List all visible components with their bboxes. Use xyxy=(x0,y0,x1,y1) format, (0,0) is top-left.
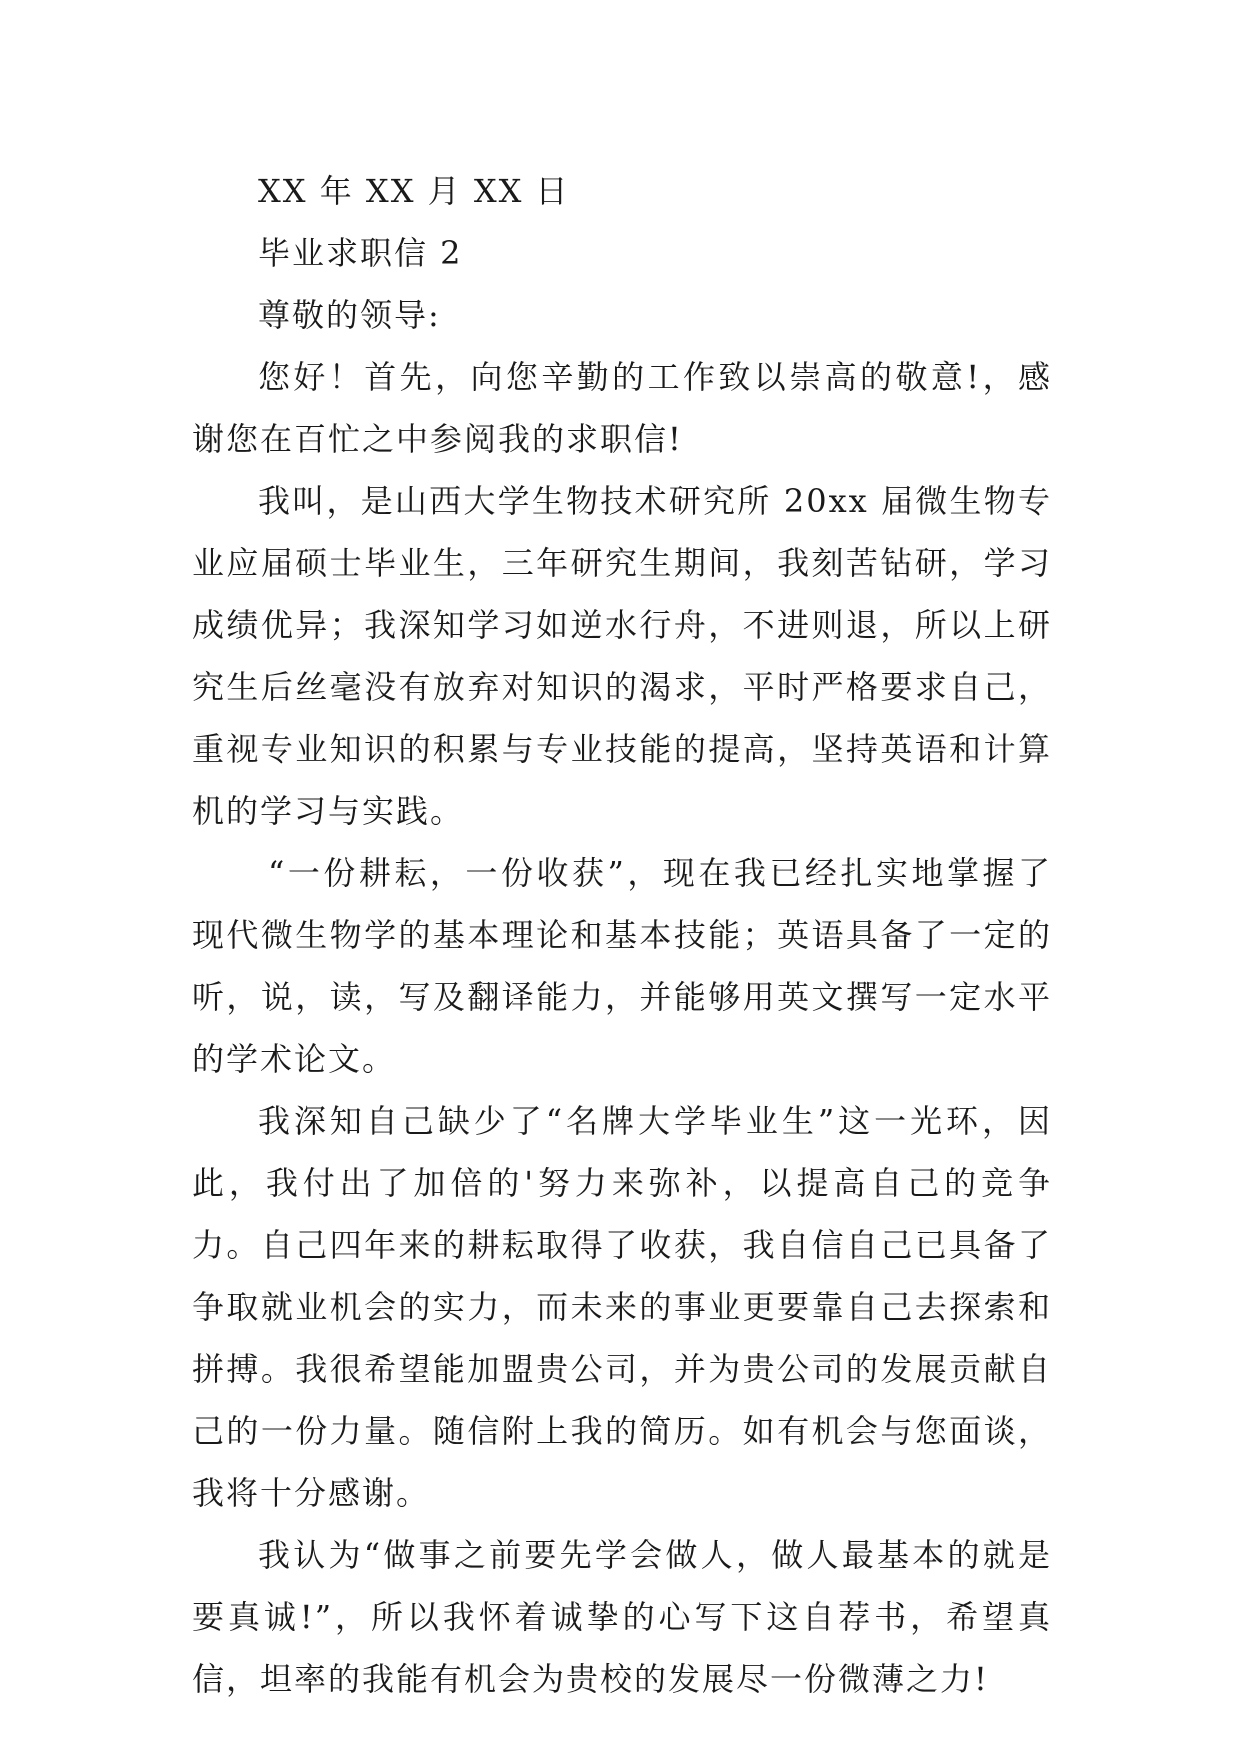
letter-paragraph-greeting: 您好！首先，向您辛勤的工作致以崇高的敬意!，感谢您在百忙之中参阅我的求职信! xyxy=(192,358,1052,458)
letter-paragraph-closing: 我认为“做事之前要先学会做人，做人最基本的就是要真诚!”，所以我怀着诚挚的心写下这自荐书，希望真信，坦率的我能有机会为贵校的发展尽一份微薄之力! xyxy=(192,1536,1052,1698)
letter-paragraph-introduction: 我叫，是山西大学生物技术研究所 20xx 届微生物专业应届硕士毕业生，三年研究生期间，我刻苦钻研，学习成绩优异；我深知学习如逆水行舟，不进则退，所以上研究生后丝毫没有放弃对知识的渴求，平时严格要求自己，重视专业知识的积累与专业技能的提高，坚持英语和计算机的学习与实践。 xyxy=(192,482,1052,830)
letter-paragraph-motivation: 我深知自己缺少了“名牌大学毕业生”这一光环，因此，我付出了加倍的'努力来弥补，以提高自己的竞争力。自己四年来的耕耘取得了收获，我自信自己已具备了争取就业机会的实力，而未来的事业更要靠自己去探索和拼搏。我很希望能加盟贵公司，并为贵公司的发展贡献自己的一份力量。随信附上我的简历。如有机会与您面谈，我将十分感谢。 xyxy=(192,1102,1052,1512)
letter-body xyxy=(192,160,1052,1710)
letter-paragraph-skills: “一份耕耘，一份收获”，现在我已经扎实地掌握了现代微生物学的基本理论和基本技能；英语具备了一定的听，说，读，写及翻译能力，并能够用英文撰写一定水平的学术论文。 xyxy=(192,854,1052,1078)
letter-salutation: 尊敬的领导: xyxy=(258,296,441,334)
letter-date: XX 年 XX 月 XX 日 xyxy=(258,172,570,210)
letter-title: 毕业求职信 2 xyxy=(258,234,463,272)
